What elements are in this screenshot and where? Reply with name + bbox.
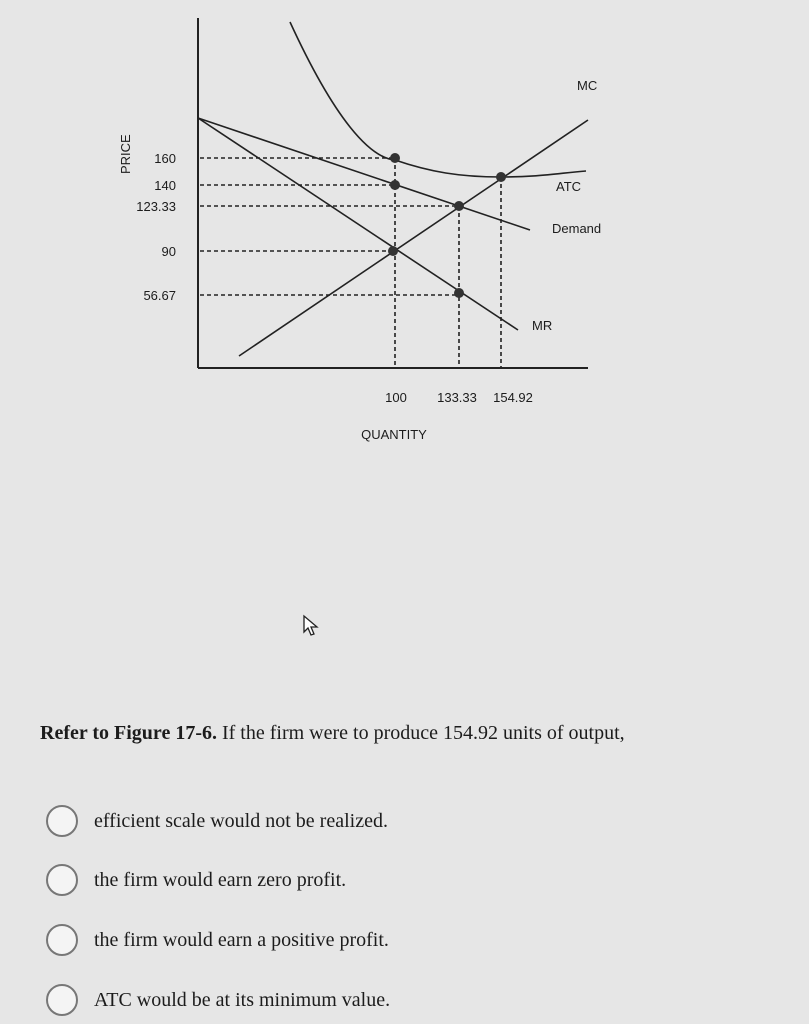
radio-button[interactable] xyxy=(46,805,78,837)
point-mc-mr xyxy=(388,246,398,256)
point-demand-q100 xyxy=(390,180,400,190)
radio-button[interactable] xyxy=(46,984,78,1016)
x-tick-133: 133.33 xyxy=(437,390,477,405)
x-axis-label: QUANTITY xyxy=(361,427,427,442)
label-demand: Demand xyxy=(552,221,602,236)
atc-curve xyxy=(290,22,586,177)
y-tick-123: 123.33 xyxy=(136,199,176,214)
choice-option-2[interactable] xyxy=(46,863,346,897)
point-atc-q100 xyxy=(390,153,400,163)
choice-label: the firm would earn a positive profit. xyxy=(94,928,389,951)
demand-curve xyxy=(198,118,530,230)
point-mr-q133 xyxy=(454,288,464,298)
mouse-pointer-icon xyxy=(302,614,322,638)
x-tick-154: 154.92 xyxy=(493,390,533,405)
y-tick-160: 160 xyxy=(154,151,176,166)
radio-button[interactable] xyxy=(46,924,78,956)
x-tick-100: 100 xyxy=(385,390,407,405)
choice-option-1[interactable] xyxy=(46,804,388,838)
mr-curve xyxy=(198,118,518,330)
point-min-atc xyxy=(496,172,506,182)
choice-label: the firm would earn zero profit. xyxy=(94,868,347,891)
radio-button[interactable] xyxy=(46,864,78,896)
choice-label: ATC would be at its minimum value. xyxy=(94,988,391,1011)
y-tick-56: 56.67 xyxy=(143,288,176,303)
label-atc: ATC xyxy=(556,179,582,194)
choice-label: efficient scale would not be realized. xyxy=(94,809,388,832)
question-text xyxy=(40,722,780,745)
y-tick-140: 140 xyxy=(154,178,176,193)
point-demand-q133 xyxy=(454,201,464,211)
question-figure-ref: Refer to Figure 17-6. xyxy=(40,722,217,744)
choice-option-3[interactable] xyxy=(46,923,389,957)
question-body: If the firm were to produce 154.92 units of output, xyxy=(216,722,625,744)
y-tick-90: 90 xyxy=(161,244,176,259)
label-mr: MR xyxy=(532,318,553,333)
y-axis-label: PRICE xyxy=(118,134,133,174)
label-mc: MC xyxy=(577,78,598,93)
choice-option-4[interactable] xyxy=(46,983,390,1017)
